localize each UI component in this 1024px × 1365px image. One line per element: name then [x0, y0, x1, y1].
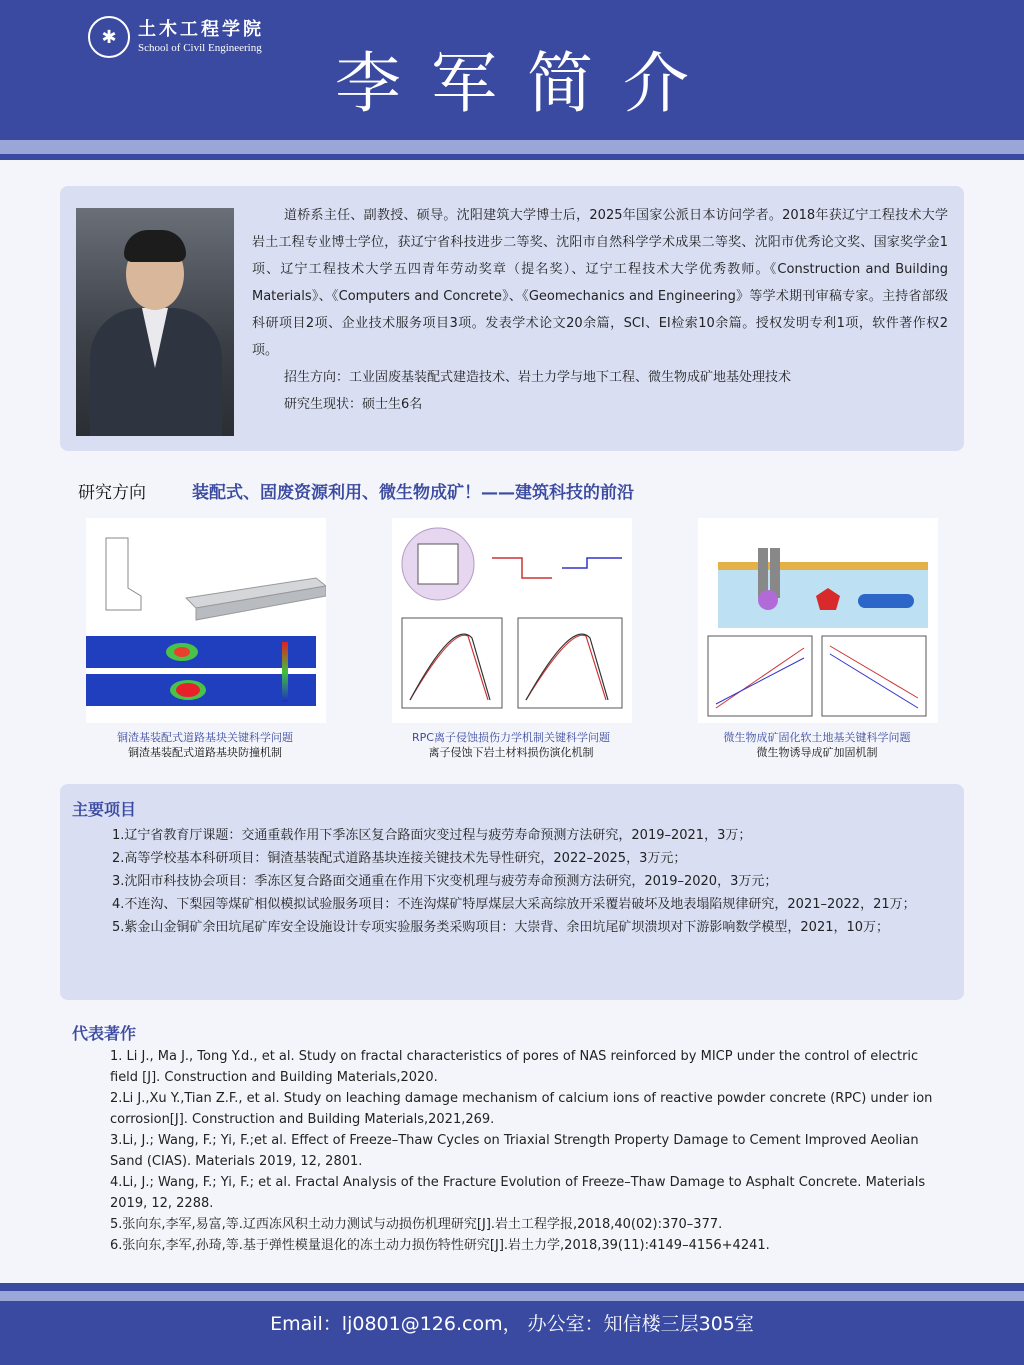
- project-item: 3.沈阳市科技协会项目：季冻区复合路面交通重在作用下灾变机理与疲劳寿命预测方法研究，2019–2020，3万元；: [112, 874, 778, 889]
- research-label: 研究方向: [78, 483, 146, 503]
- research-headline: 装配式、固废资源利用、微生物成矿！——建筑科技的前沿: [192, 483, 634, 503]
- publication-item: 2.Li J.,Xu Y.,Tian Z.F., et al. Study on leaching damage mechanism of calcium ions of reactive powder concrete (RPC) under ion corrosion[J]. Construction and Building Materials,2021,269.: [110, 1091, 933, 1127]
- figure-3-subcaption: 微生物诱导成矿加固机制: [756, 746, 878, 759]
- research-figure-2: [366, 518, 656, 763]
- student-status: 研究生现状：硕士生6名: [284, 397, 423, 412]
- bio-text: [252, 202, 948, 418]
- portrait-photo: [76, 208, 234, 436]
- research-figures: [60, 518, 964, 763]
- school-name-en: School of Civil Engineering: [138, 42, 262, 55]
- header-divider-dark: [0, 154, 1024, 160]
- figure-1-image: [86, 518, 326, 723]
- publication-item: 3.Li, J.; Wang, F.; Yi, F.;et al. Effect of Freeze–Thaw Cycles on Triaxial Strength Property Damage to Cement Improved Aeolian Sand (CIAS). Materials 2019, 12, 2801.: [110, 1133, 919, 1169]
- bio-panel: [60, 186, 964, 451]
- figure-1-caption: 铜渣基装配式道路基块关键科学问题: [117, 731, 293, 744]
- page-title: 李军简介: [335, 45, 719, 122]
- school-logo: [88, 16, 264, 58]
- figure-1-subcaption: 铜渣基装配式道路基块防撞机制: [128, 746, 282, 759]
- header-banner: [0, 0, 1024, 140]
- figure-2-caption: RPC离子侵蚀损伤力学机制关键科学问题: [412, 731, 610, 744]
- school-name-cn: 土木工程学院: [138, 18, 264, 40]
- contact-footer: Email：lj0801@126.com， 办公室：知信楼三层305室: [0, 1301, 1024, 1365]
- figure-3-caption: 微生物成矿固化软土地基关键科学问题: [723, 731, 911, 744]
- projects-list: [112, 824, 952, 939]
- project-item: 4.不连沟、下梨园等煤矿相似模拟试验服务项目：不连沟煤矿特厚煤层大采高综放开采覆岩破坏及地表塌陷规律研究，2021–2022，21万；: [112, 897, 916, 912]
- projects-panel: [60, 784, 964, 1000]
- figure-2-image: [392, 518, 632, 723]
- bio-paragraph: 道桥系主任、副教授、硕导。沈阳建筑大学博士后，2025年国家公派日本访问学者。2018年获辽宁工程技术大学岩土工程专业博士学位，获辽宁省科技进步二等奖、沈阳市自然科学学术成果二等奖、沈阳市优秀论文奖、国家奖学金1项、辽宁工程技术大学五四青年劳动奖章（提名奖）、辽宁工程技术大学优秀教师。《Construction and Building Materials》、《Computers and Concrete》、《Geomechanics and Engineering》等学术期刊审稿专家。主持省部级科研项目2项、企业技术服务项目3项。发表学术论文20余篇，SCI、EI检索10余篇。授权发明专利1项，软件著作权2项。: [252, 208, 948, 358]
- publications-list: [110, 1046, 936, 1256]
- project-item: 2.高等学校基本科研项目：铜渣基装配式道路基块连接关键技术先导性研究，2022–2025，3万元；: [112, 851, 687, 866]
- project-item: 1.辽宁省教育厅课题：交通重载作用下季冻区复合路面灾变过程与疲劳寿命预测方法研究，2019–2021，3万；: [112, 828, 752, 843]
- footer-divider-dark: [0, 1283, 1024, 1291]
- projects-title: 主要项目: [72, 800, 137, 819]
- figure-2-subcaption: 离子侵蚀下岩土材料损伤演化机制: [428, 746, 594, 759]
- figure-3-image: [698, 518, 938, 723]
- project-item: 5.紫金山金铜矿余田坑尾矿库安全设施设计专项实验服务类采购项目：大崇背、余田坑尾矿坝溃坝对下游影响数学模型，2021，10万；: [112, 920, 890, 935]
- school-seal-icon: ✱: [88, 16, 130, 58]
- publication-item: 5.张向东,李军,易富,等.辽西冻风积土动力测试与动损伤机理研究[J].岩土工程学报,2018,40(02):370–377.: [110, 1217, 723, 1232]
- research-figure-3: [672, 518, 962, 763]
- publications-title: 代表著作: [72, 1024, 137, 1043]
- enrollment-directions: 招生方向：工业固废基装配式建造技术、岩土力学与地下工程、微生物成矿地基处理技术: [284, 370, 792, 385]
- footer-divider-light: [0, 1291, 1024, 1301]
- publication-item: 1. Li J., Ma J., Tong Y.d., et al. Study on fractal characteristics of pores of NAS reinforced by MICP under the control of electric field [J]. Construction and Building Materials,2020.: [110, 1049, 919, 1085]
- research-figure-1: [60, 518, 350, 763]
- publication-item: 4.Li, J.; Wang, F.; Yi, F.; et al. Fractal Analysis of the Fracture Evolution of Freeze–Thaw Damage to Asphalt Concrete. Materials 2019, 12, 2288.: [110, 1175, 926, 1211]
- header-divider-light: [0, 140, 1024, 154]
- publication-item: 6.张向东,李军,孙琦,等.基于弹性模量退化的冻土动力损伤特性研究[J].岩土力学,2018,39(11):4149–4156+4241.: [110, 1238, 770, 1253]
